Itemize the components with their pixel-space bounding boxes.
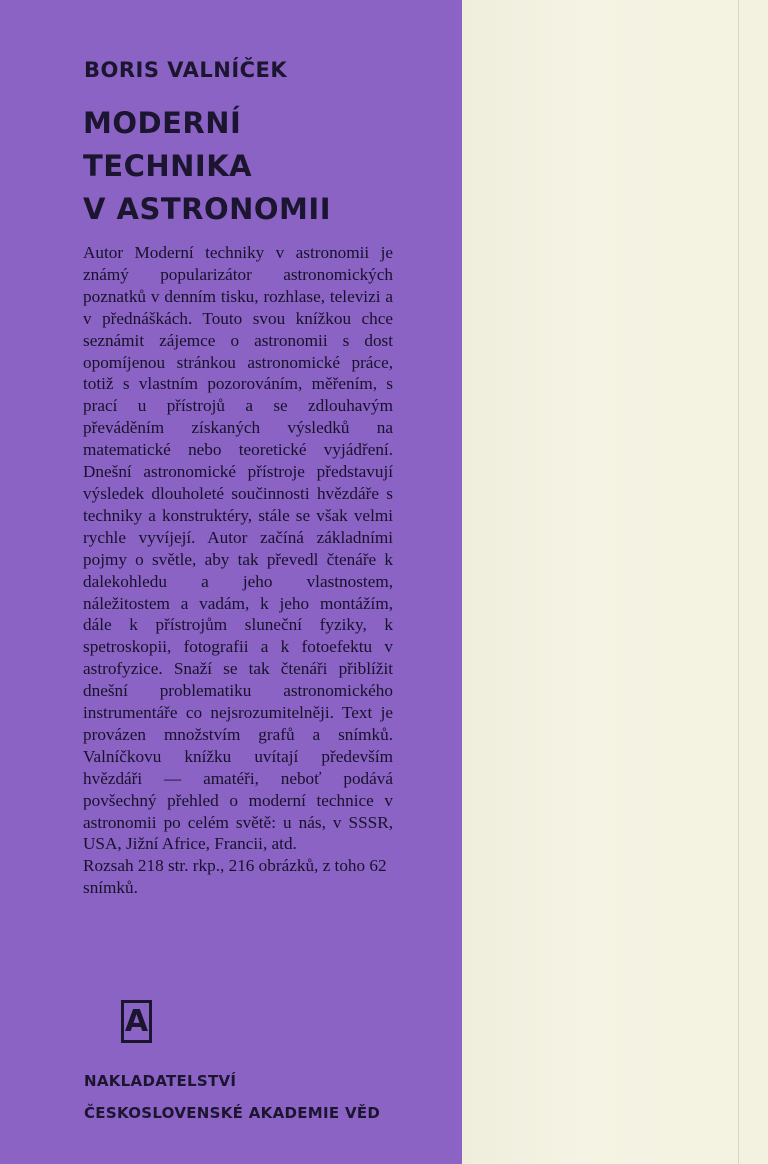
publisher-logo <box>121 1000 152 1043</box>
author-name: BORIS VALNÍČEK <box>84 58 288 82</box>
title-line-2: TECHNIKA <box>83 149 253 183</box>
publisher-line-2: ČESKOSLOVENSKÉ AKADEMIE VĚD <box>84 1104 381 1122</box>
book-extent: Rozsah 218 str. rkp., 216 obrázků, z toho 62 snímků. <box>83 856 387 898</box>
title-line-1: MODERNÍ <box>83 106 242 140</box>
paper-fold-line <box>738 0 739 1164</box>
publisher-line-1: NAKLADATELSTVÍ <box>84 1072 237 1090</box>
title-line-3: V ASTRONOMII <box>83 192 331 226</box>
book-title <box>83 102 331 231</box>
publisher-logo-letter: A <box>124 1004 149 1039</box>
inner-flap-paper <box>462 0 768 1164</box>
book-description <box>83 242 393 899</box>
description-text: Autor Moderní techniky v astronomii je známý popularizátor astronomických poznatků v denním tisku, rozhlase, televizi a v přednáškách. Touto svou knížkou chce seznámit zájemce o astronomii s dost opomíjenou stránkou astronomické práce, totiž s vlastním pozorováním, měřením, s prací u přístrojů a se zdlouhavým převáděním získaných výsledků na matematické nebo teoretické vyjádření. Dnešní astronomické přístroje představují výsledek dlouholeté součinnosti hvězdáře s techniky a konstruktéry, stále se však velmi rychle vyvíjejí. Autor začíná základními pojmy o světle, aby tak převedl čtenáře k dalekohledu a jeho vlastnostem, náležitostem a vadám, k jeho montážím, dále k přístrojům sluneční fyziky, k spetroskopii, fotografii a k fotoefektu v astrofyzice. Snaží se tak čtenáři přiblížit dnešní problematiku astronomického instrumentáře co nejsrozumitelněji. Text je provázen množstvím grafů a snímků. Valníčkovu knížku uvítají především hvězdáři — amatéři, neboť podává povšechný přehled o moderní technice v astronomii po celém světě: u nás, v SSSR, USA, Jižní Africe, Francii, atd. <box>83 243 393 854</box>
publisher-name <box>84 1065 380 1129</box>
